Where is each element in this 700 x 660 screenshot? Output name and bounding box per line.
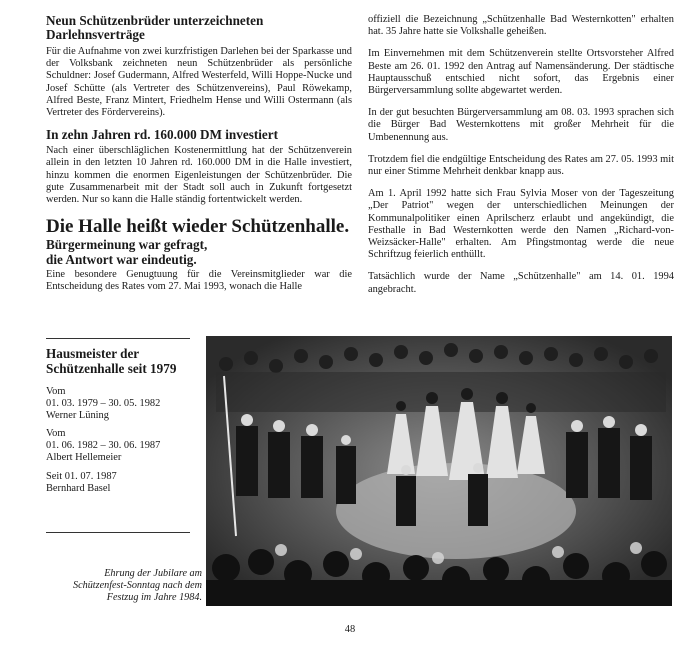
divider-top: [46, 338, 190, 339]
hausmeister-entry: Vom 01. 06. 1982 – 30. 06. 1987 Albert Hellemeier: [46, 428, 161, 463]
hausmeister-entry: Seit 01. 07. 1987 Bernhard Basel: [46, 470, 117, 494]
main-subheadline: Bürgermeinung war gefragt, die Antwort war eindeutig.: [46, 237, 208, 268]
left-column: [46, 14, 352, 294]
paragraph-investiert: Nach einer überschläglichen Kostenermittlung hat der Schützenverein allein in den letzten 10 Jahren rd. 160.000 DM in die Halle investiert, hinzu kommen die enormen Eigenleistungen der Schützenbrüder. Die gute Zusammenarbeit mit der Stadt soll auch in Zukunft fortgesetzt werden. Nur so kann die Halle ständig fortentwickelt werden.: [46, 145, 352, 206]
paragraph-bezeichnung: offiziell die Bezeichnung „Schützenhalle Bad Westernkotten" erhalten hat. 35 Jahre hatte sie Volkshalle geheißen.: [368, 14, 674, 38]
divider-bottom: [46, 532, 190, 533]
ceremony-photo: [206, 336, 672, 606]
paragraph-ratsentscheidung: Trotzdem fiel die endgültige Entscheidung des Rates am 27. 05. 1993 mit nur einer Stimme Mehrheit denkbar knapp aus.: [368, 153, 674, 178]
paragraph-entscheidung: Eine besondere Genugtuung für die Vereinsmitglieder war die Entscheidung des Rates vom 27. Mai 1993, wonach die Halle: [46, 269, 352, 293]
paragraph-antrag: Im Einvernehmen mit dem Schützenverein stellte Ortsvorsteher Alfred Beste am 26. 01. 1992 den Antrag auf Namensänderung. Der städtische Hauptausschuß entschied nicht sofort, das Ergebnis einer Bürgerversammlung sollte abgewartet werden.: [368, 48, 674, 97]
hausmeister-entry: Vom 01. 03. 1979 – 30. 05. 1982 Werner Lüning: [46, 386, 161, 421]
hausmeister-box: [46, 346, 196, 494]
right-column: [368, 14, 674, 296]
main-headline: Die Halle heißt wieder Schützenhalle.: [46, 216, 350, 238]
photo-caption: Ehrung der Jubilare am Schützenfest-Sonntag nach dem Festzug im Jahre 1984.: [72, 568, 202, 604]
paragraph-buergerversammlung: In der gut besuchten Bürgerversammlung am 08. 03. 1993 sprachen sich die Bürger Bad Westernkottens mit großer Mehrheit für die Umbenennung aus.: [368, 107, 674, 143]
paragraph-darlehen: Für die Aufnahme von zwei kurzfristigen Darlehen bei der Sparkasse und der Volksbank zeichneten neun Schützenbrüder als persönliche Schuldner: Josef Gudermann, Alfred Westerfeld, Willi Hoppe-Nucke und Josef Schütte (als Vertreter des Schützenvereins), Paul Röwekamp, Alfred Beste, Franz Mintert, Friedhelm Hense und Willi Ostermann (als Vertreter des Fördervereins).: [46, 46, 352, 119]
section-heading-darlehen: Neun Schützenbrüder unterzeichneten Darlehnsverträge: [46, 13, 264, 42]
paragraph-angebracht: Tatsächlich wurde der Name „Schützenhalle" am 14. 01. 1994 angebracht.: [368, 271, 674, 295]
paragraph-aprilscherz: Am 1. April 1992 hatte sich Frau Sylvia Moser von der Tageszeitung „Der Patriot" wegen der unterschiedlichen Meinungen der Kommunalpolitiker einen Aprilscherz erlaubt und angekündigt, die Festhalle in Bad Westernkotten werde den Namen „Richard-von-Weizsäcker-Halle" erhalten. Am Pfingstmontag werde die neue Schriftzug feierlich enthüllt.: [368, 188, 674, 261]
section-heading-investiert: In zehn Jahren rd. 160.000 DM investiert: [46, 127, 278, 143]
page-number: 48: [344, 624, 356, 635]
hausmeister-heading: Hausmeister der Schützenhalle seit 1979: [46, 346, 177, 376]
